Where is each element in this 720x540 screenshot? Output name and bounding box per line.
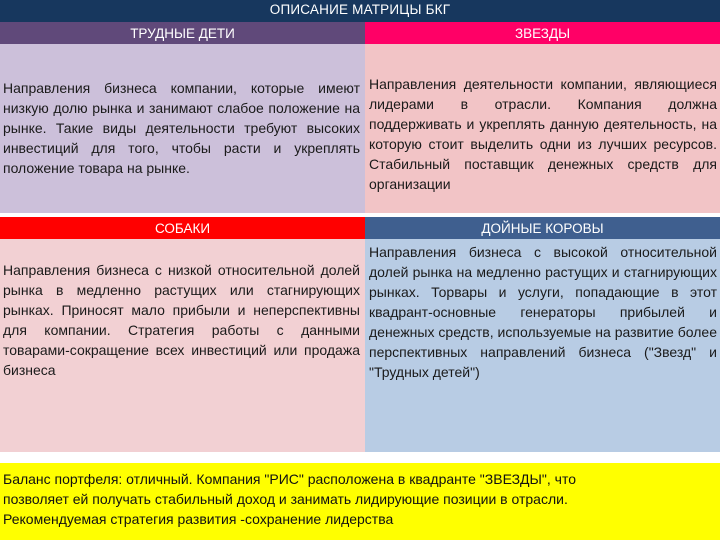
summary-line: позволяет ей получать стабильный доход и занимать лидирующие позиции в отрасли. [3,491,568,507]
quadrant-header-dogs: СОБАКИ [0,217,365,239]
summary-line: Рекомендуемая стратегия развития -сохранение лидерства [3,511,394,527]
page-title: ОПИСАНИЕ МАТРИЦЫ БКГ [269,2,451,17]
quadrant-text-cash-cows: Направления бизнеса с высокой относительной долей рынка на медленно растущих и стагнирующих рынках. Торвары и услуги, попадающие в этот квадрант-основные генераторы прибылей и денежных средств, используемые на развитие более перспективных направлений бизнеса ("Звезд" и "Трудных детей") [365,239,720,452]
quadrant-header-problem-children: ТРУДНЫЕ ДЕТИ [0,22,365,44]
summary-line: Баланс портфеля: отличный. Компания "РИС" расположена в квадранте "ЗВЕЗДЫ", что [3,471,577,487]
quadrant-text-problem-children: Направления бизнеса компании, которые имеют низкую долю рынка и занимают слабое положение на рынке. Такие виды деятельности требуют высоких инвестиций для того, чтобы расти и укреплять положение товара на рынке. [0,44,365,213]
quadrant-text-stars: Направления деятельности компании, являющиеся лидерами в отрасли. Компания должна поддерживать и укреплять данную деятельность, на которую стоит выделить одни из лучших ресурсов. Стабильный поставщик денежных средств для организации [365,44,720,213]
quadrant-header-stars: ЗВЕЗДЫ [365,22,720,44]
portfolio-summary [0,463,720,540]
title-bar [0,0,720,22]
quadrant-header-cash-cows: ДОЙНЫЕ КОРОВЫ [365,217,720,239]
footer-divider [0,452,720,463]
quadrant-text-dogs: Направления бизнеса с низкой относительной долей рынка в медленно растущих или стагнирующих рынках. Приносят мало прибыли и неперспективны для компании. Стратегия работы с данными товарами-сокращение всех инвестиций или продажа бизнеса [0,239,365,452]
